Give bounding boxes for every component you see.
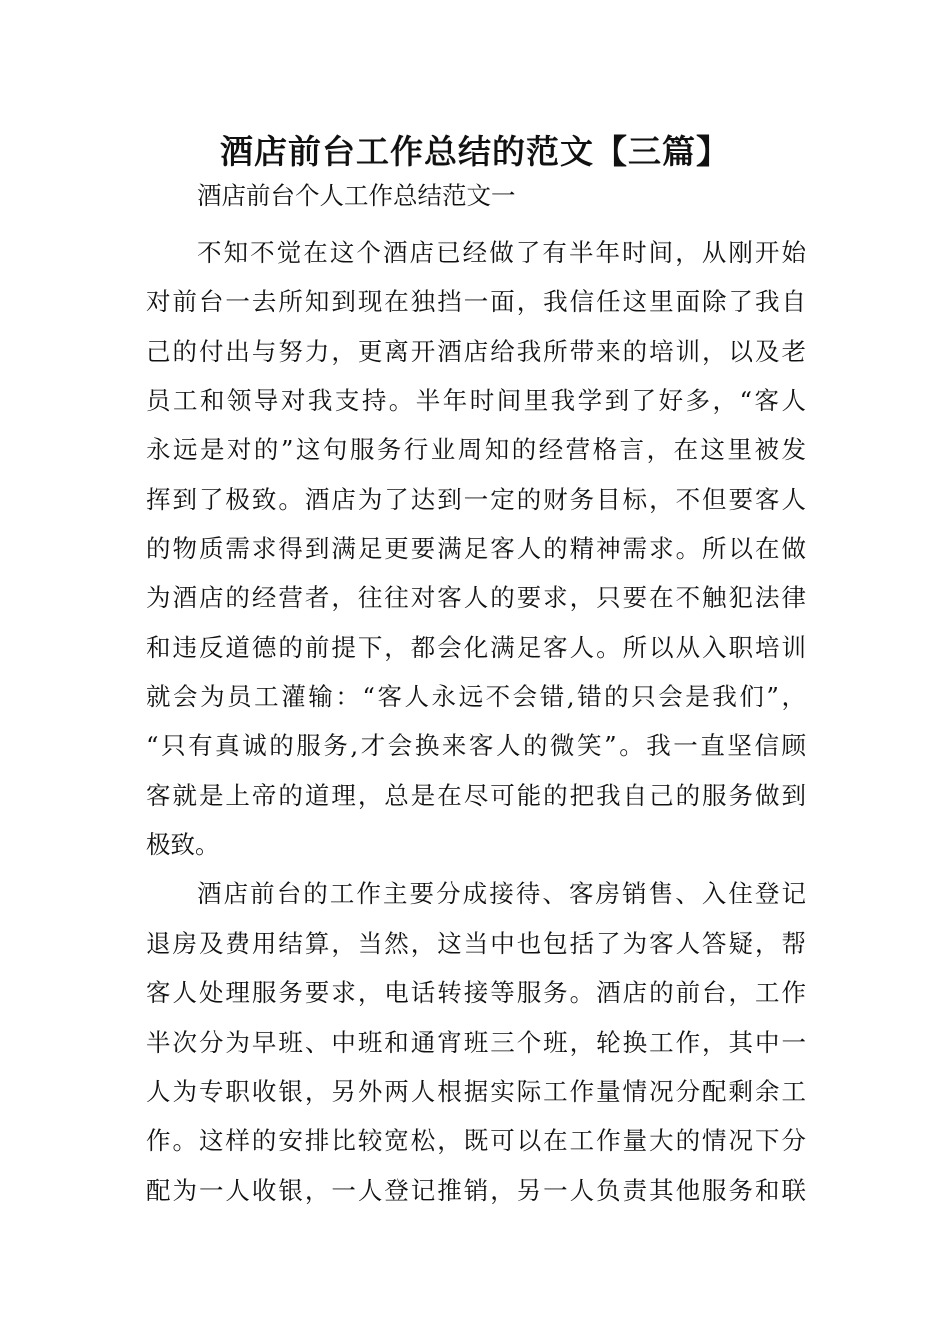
paragraph-1-line: 挥到了极致。酒店为了达到一定的财务目标，不但要客人 xyxy=(146,484,806,514)
paragraph-1-line: 的物质需求得到满足更要满足客人的精神需求。所以在做 xyxy=(146,534,806,564)
paragraph-1-last-line: 极致。 xyxy=(146,830,220,860)
paragraph-1-line: 和违反道德的前提下，都会化满足客人。所以从入职培训 xyxy=(146,632,806,662)
paragraph-1-line: 不知不觉在这个酒店已经做了有半年时间，从刚开始 xyxy=(197,238,806,267)
paragraph-1-line: 为酒店的经营者，往往对客人的要求，只要在不触犯法律 xyxy=(146,583,806,613)
paragraph-1-line: 就会为员工灌输：“客人永远不会错,错的只会是我们”， xyxy=(146,682,806,712)
body-text xyxy=(146,228,806,1215)
paragraph-1-line: 员工和领导对我支持。半年时间里我学到了好多，“客人 xyxy=(146,386,806,416)
paragraph-1-line: 对前台一去所知到现在独挡一面，我信任这里面除了我自 xyxy=(146,287,806,317)
paragraph-2-line: 人为专职收银，另外两人根据实际工作量情况分配剩余工 xyxy=(146,1076,806,1106)
paragraph-2-line: 作。这样的安排比较宽松，既可以在工作量大的情况下分 xyxy=(146,1126,806,1156)
paragraph-2-line: 配为一人收银，一人登记推销，另一人负责其他服务和联 xyxy=(146,1175,806,1205)
paragraph-2-line: 退房及费用结算，当然，这当中也包括了为客人答疑，帮 xyxy=(146,928,806,958)
paragraph-2-line: 酒店前台的工作主要分成接待、客房销售、入住登记 xyxy=(197,879,806,909)
paragraph-2-line: 客人处理服务要求，电话转接等服务。酒店的前台，工作 xyxy=(146,978,806,1008)
paragraph-1-line: 己的付出与努力，更离开酒店给我所带来的培训，以及老 xyxy=(146,336,806,366)
section-heading: 酒店前台个人工作总结范文一 xyxy=(197,181,516,210)
paragraph-1-line: 客就是上帝的道理，总是在尽可能的把我自己的服务做到 xyxy=(146,780,806,810)
paragraph-1-line: “只有真诚的服务,才会换来客人的微笑”。我一直坚信顾 xyxy=(146,731,806,761)
document-title: 酒店前台工作总结的范文【三篇】 xyxy=(220,132,730,171)
paragraph-1-line: 永远是对的”这句服务行业周知的经营格言，在这里被发 xyxy=(146,435,806,465)
paragraph-2-line: 半次分为早班、中班和通宵班三个班，轮换工作，其中一 xyxy=(146,1027,806,1057)
